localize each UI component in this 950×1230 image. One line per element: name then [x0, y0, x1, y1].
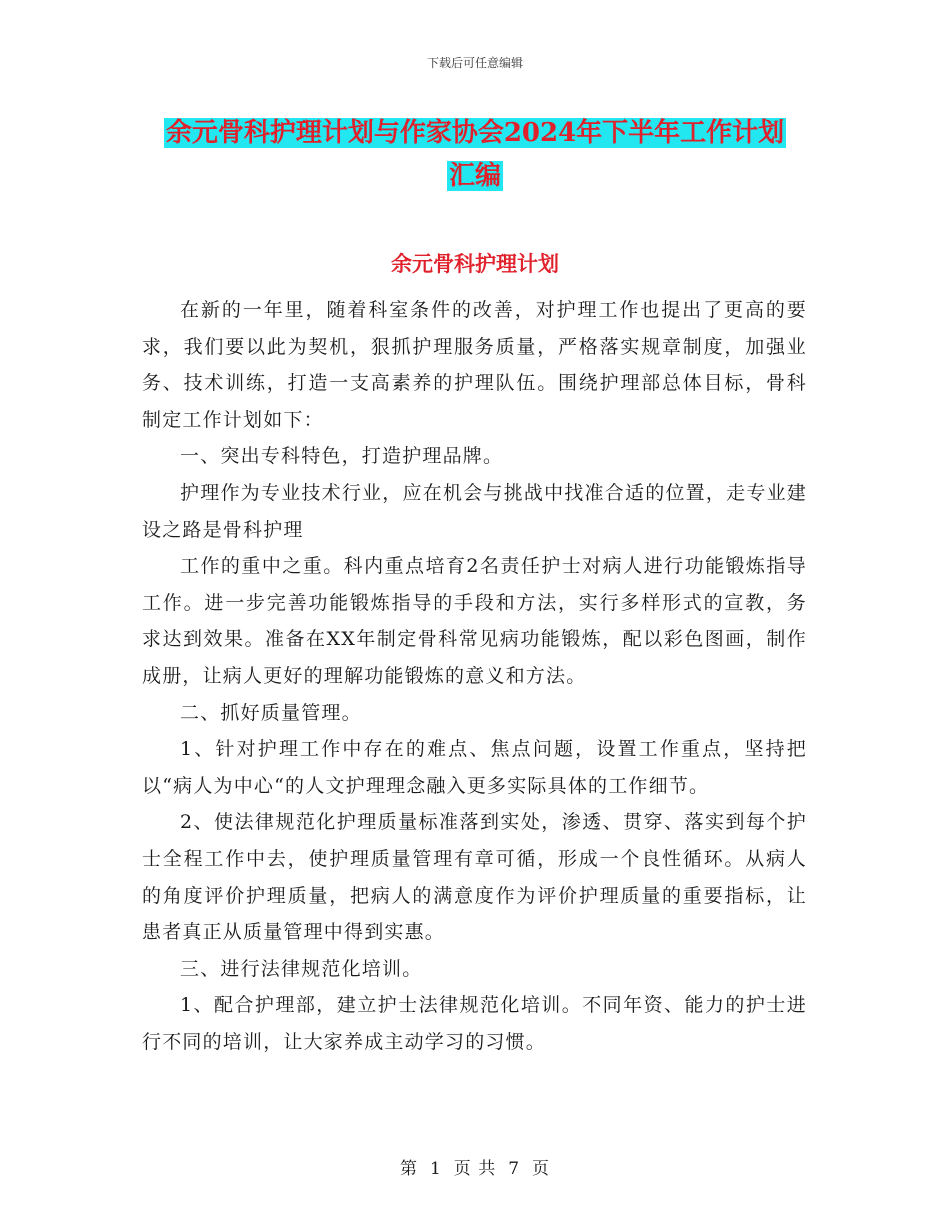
paragraph: 二、抓好质量管理。 — [180, 701, 362, 724]
footer-page-number: 1 — [429, 1159, 442, 1179]
paragraph: 三、进行法律规范化培训。 — [180, 957, 423, 980]
footer-prefix: 第 — [399, 1159, 418, 1179]
document-title-line-1 — [0, 112, 950, 149]
footer-total-pages: 7 — [508, 1159, 521, 1179]
paragraph: 在新的一年里，随着科室条件的改善，对护理工作也提出了更高的要求，我们要以此为契机，狠抓护理服务质量，严格落实规章制度，加强业务、技术训练，打造一支高素养的护理队伍。围绕护理部总体目标，骨科制定工作计划如下： — [142, 299, 807, 431]
paragraph: 工作的重中之重。科内重点培育2名责任护士对病人进行功能锻炼指导工作。进一步完善功能锻炼指导的手段和方法，实行多样形式的宣教，务求达到效果。准备在XX年制定骨科常见病功能锻炼，配以彩色图画，制作成册，让病人更好的理解功能锻炼的意义和方法。 — [142, 555, 807, 687]
document-title-text-1: 余元骨科护理计划与作家协会2024年下半年工作计划 — [165, 118, 785, 148]
document-title-line-2 — [0, 155, 950, 192]
paragraph: 护理作为专业技术行业，应在机会与挑战中找准合适的位置，走专业建设之路是骨科护理 — [142, 481, 807, 541]
footer-suffix: 页 — [532, 1159, 551, 1179]
paragraph: 1、针对护理工作中存在的难点、焦点问题，设置工作重点，坚持把以“病人为中心“的人文护理理念融入更多实际具体的工作细节。 — [142, 738, 807, 797]
header-note: 下载后可任意编辑 — [426, 56, 523, 70]
footer-middle: 页 共 — [453, 1159, 497, 1179]
page-footer — [0, 1154, 950, 1179]
document-body — [142, 292, 807, 1060]
document-title-text-2: 汇编 — [448, 161, 501, 191]
paragraph: 2、使法律规范化护理质量标准落到实处，渗透、贯穿、落实到每个护士全程工作中去，使护理质量管理有章可循，形成一个良性循环。从病人的角度评价护理质量，把病人的满意度作为评价护理质量的重要指标，让患者真正从质量管理中得到实惠。 — [142, 811, 807, 944]
paragraph: 一、突出专科特色，打造护理品牌。 — [180, 445, 504, 468]
paragraph: 1、配合护理部，建立护士法律规范化培训。不同年资、能力的护士进行不同的培训，让大家养成主动学习的习惯。 — [142, 994, 807, 1053]
section-title: 余元骨科护理计划 — [391, 251, 559, 276]
